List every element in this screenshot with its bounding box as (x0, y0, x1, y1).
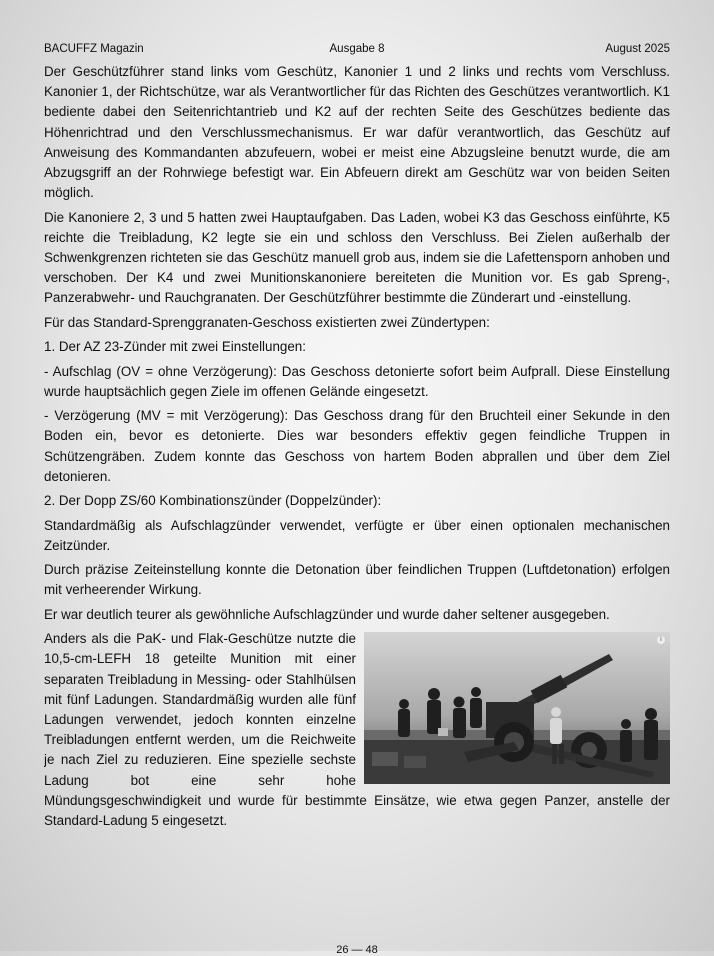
paragraph-crew-positions: Der Geschützführer stand links vom Geschütz, Kanonier 1 und 2 links und rechts vom Verschluss. Kanonier 1, der Richtschütze, war als Verantwortlicher für das Richten des Geschützes verantwortlich. K1 bediente dabei den Seitenrichtantrieb und K2 auf der rechten Seite des Geschützes bediente das Höhenrichtrad und den Verschlussmechanismus. Er war dafür verantwortlich, das Geschütz auf Anweisung des Kommandanten abzufeuern, wobei er meist eine Abzugsleine benutzt wurde, die am Abzugsgriff an der Rohrwiege befestigt war. Ein Abfeuern direkt am Geschütz war von beiden Seiten möglich. (44, 64, 670, 201)
magazine-name: BACUFFZ Magazin (44, 43, 144, 55)
ammunition-section (44, 629, 670, 835)
paragraph-propellant-charges: Anders als die PaK- und Flak-Geschütze nutzte die 10,5-cm-LEFH 18 geteilte Munition mit einer separaten Treibladung in Messing- oder Stahlhülsen mit fünf Ladungen. Standardmäßig wurden alle fünf Ladungen verwendet, jedoch konnten einzelne Treibladungen entfernt werden, um die Reichweite je nach Ziel zu reduzieren. Eine spezielle sechste Ladung bot eine sehr hohe Mündungsgeschwindigkeit und wurde für bestimmte Einsätze, wie etwa gegen Panzer, anstelle der Standard-Ladung 5 eingesetzt. (44, 631, 670, 828)
article-body (44, 62, 670, 835)
page-number: 26 — 48 (336, 944, 378, 956)
howitzer-photo-image (364, 632, 670, 784)
howitzer-crew-photo[interactable] (364, 632, 670, 784)
info-icon[interactable]: i (657, 636, 665, 644)
paragraph-az23-delay: - Verzögerung (MV = mit Verzögerung): Das Geschoss drang für den Bruchteil einer Sekunde in den Boden ein, bevor es detonierte. Dies war besonders effektiv gegen feindliche Truppen in Schützengräben. Zudem konnte das Geschoss von hartem Boden abprallen und über dem Ziel detonieren. (44, 408, 670, 484)
paragraph-fuze-intro: Für das Standard-Sprenggranaten-Geschoss existierten zwei Zündertypen: (44, 314, 490, 330)
issue-date: August 2025 (605, 43, 670, 55)
paragraph-az23-impact: - Aufschlag (OV = ohne Verzögerung): Das Geschoss detonierte sofort beim Aufprall. Diese Einstellung wurde hauptsächlich gegen Ziele im offenen Gelände eingesetzt. (44, 363, 670, 399)
paragraph-dopp-cost: Er war deutlich teurer als gewöhnliche Aufschlagzünder und wurde daher seltener ausgegeben. (44, 606, 610, 622)
page-header (44, 43, 670, 59)
paragraph-dopp-standard: Standardmäßig als Aufschlagzünder verwendet, verfügte er über einen optionalen mechanischen Zeitzünder. (44, 517, 670, 553)
paragraph-az23-heading: 1. Der AZ 23-Zünder mit zwei Einstellungen: (44, 339, 306, 355)
issue-number: Ausgabe 8 (329, 43, 385, 55)
paragraph-dopp-heading: 2. Der Dopp ZS/60 Kombinationszünder (Doppelzünder): (44, 493, 382, 509)
paragraph-dopp-airburst: Durch präzise Zeiteinstellung konnte die Detonation über feindlichen Truppen (Luftdetonation) erfolgen mit verheerender Wirkung. (44, 562, 670, 598)
paragraph-loading-tasks: Die Kanoniere 2, 3 und 5 hatten zwei Hauptaufgaben. Das Laden, wobei K3 das Geschoss einführte, K5 reichte die Treibladung, K2 legte sie ein und schloss den Verschluss. Bei Zielen außerhalb der Schwenkgrenzen richteten sie das Geschütz manuell grob aus, indem sie die Lafettensporn anhoben und verschoben. Der K4 und zwei Munitionskanoniere bereiteten die Munition vor. Es gab Spreng-, Panzerabwehr- und Rauchgranaten. Der Geschützführer bestimmte die Zünderart und -einstellung. (44, 209, 670, 306)
